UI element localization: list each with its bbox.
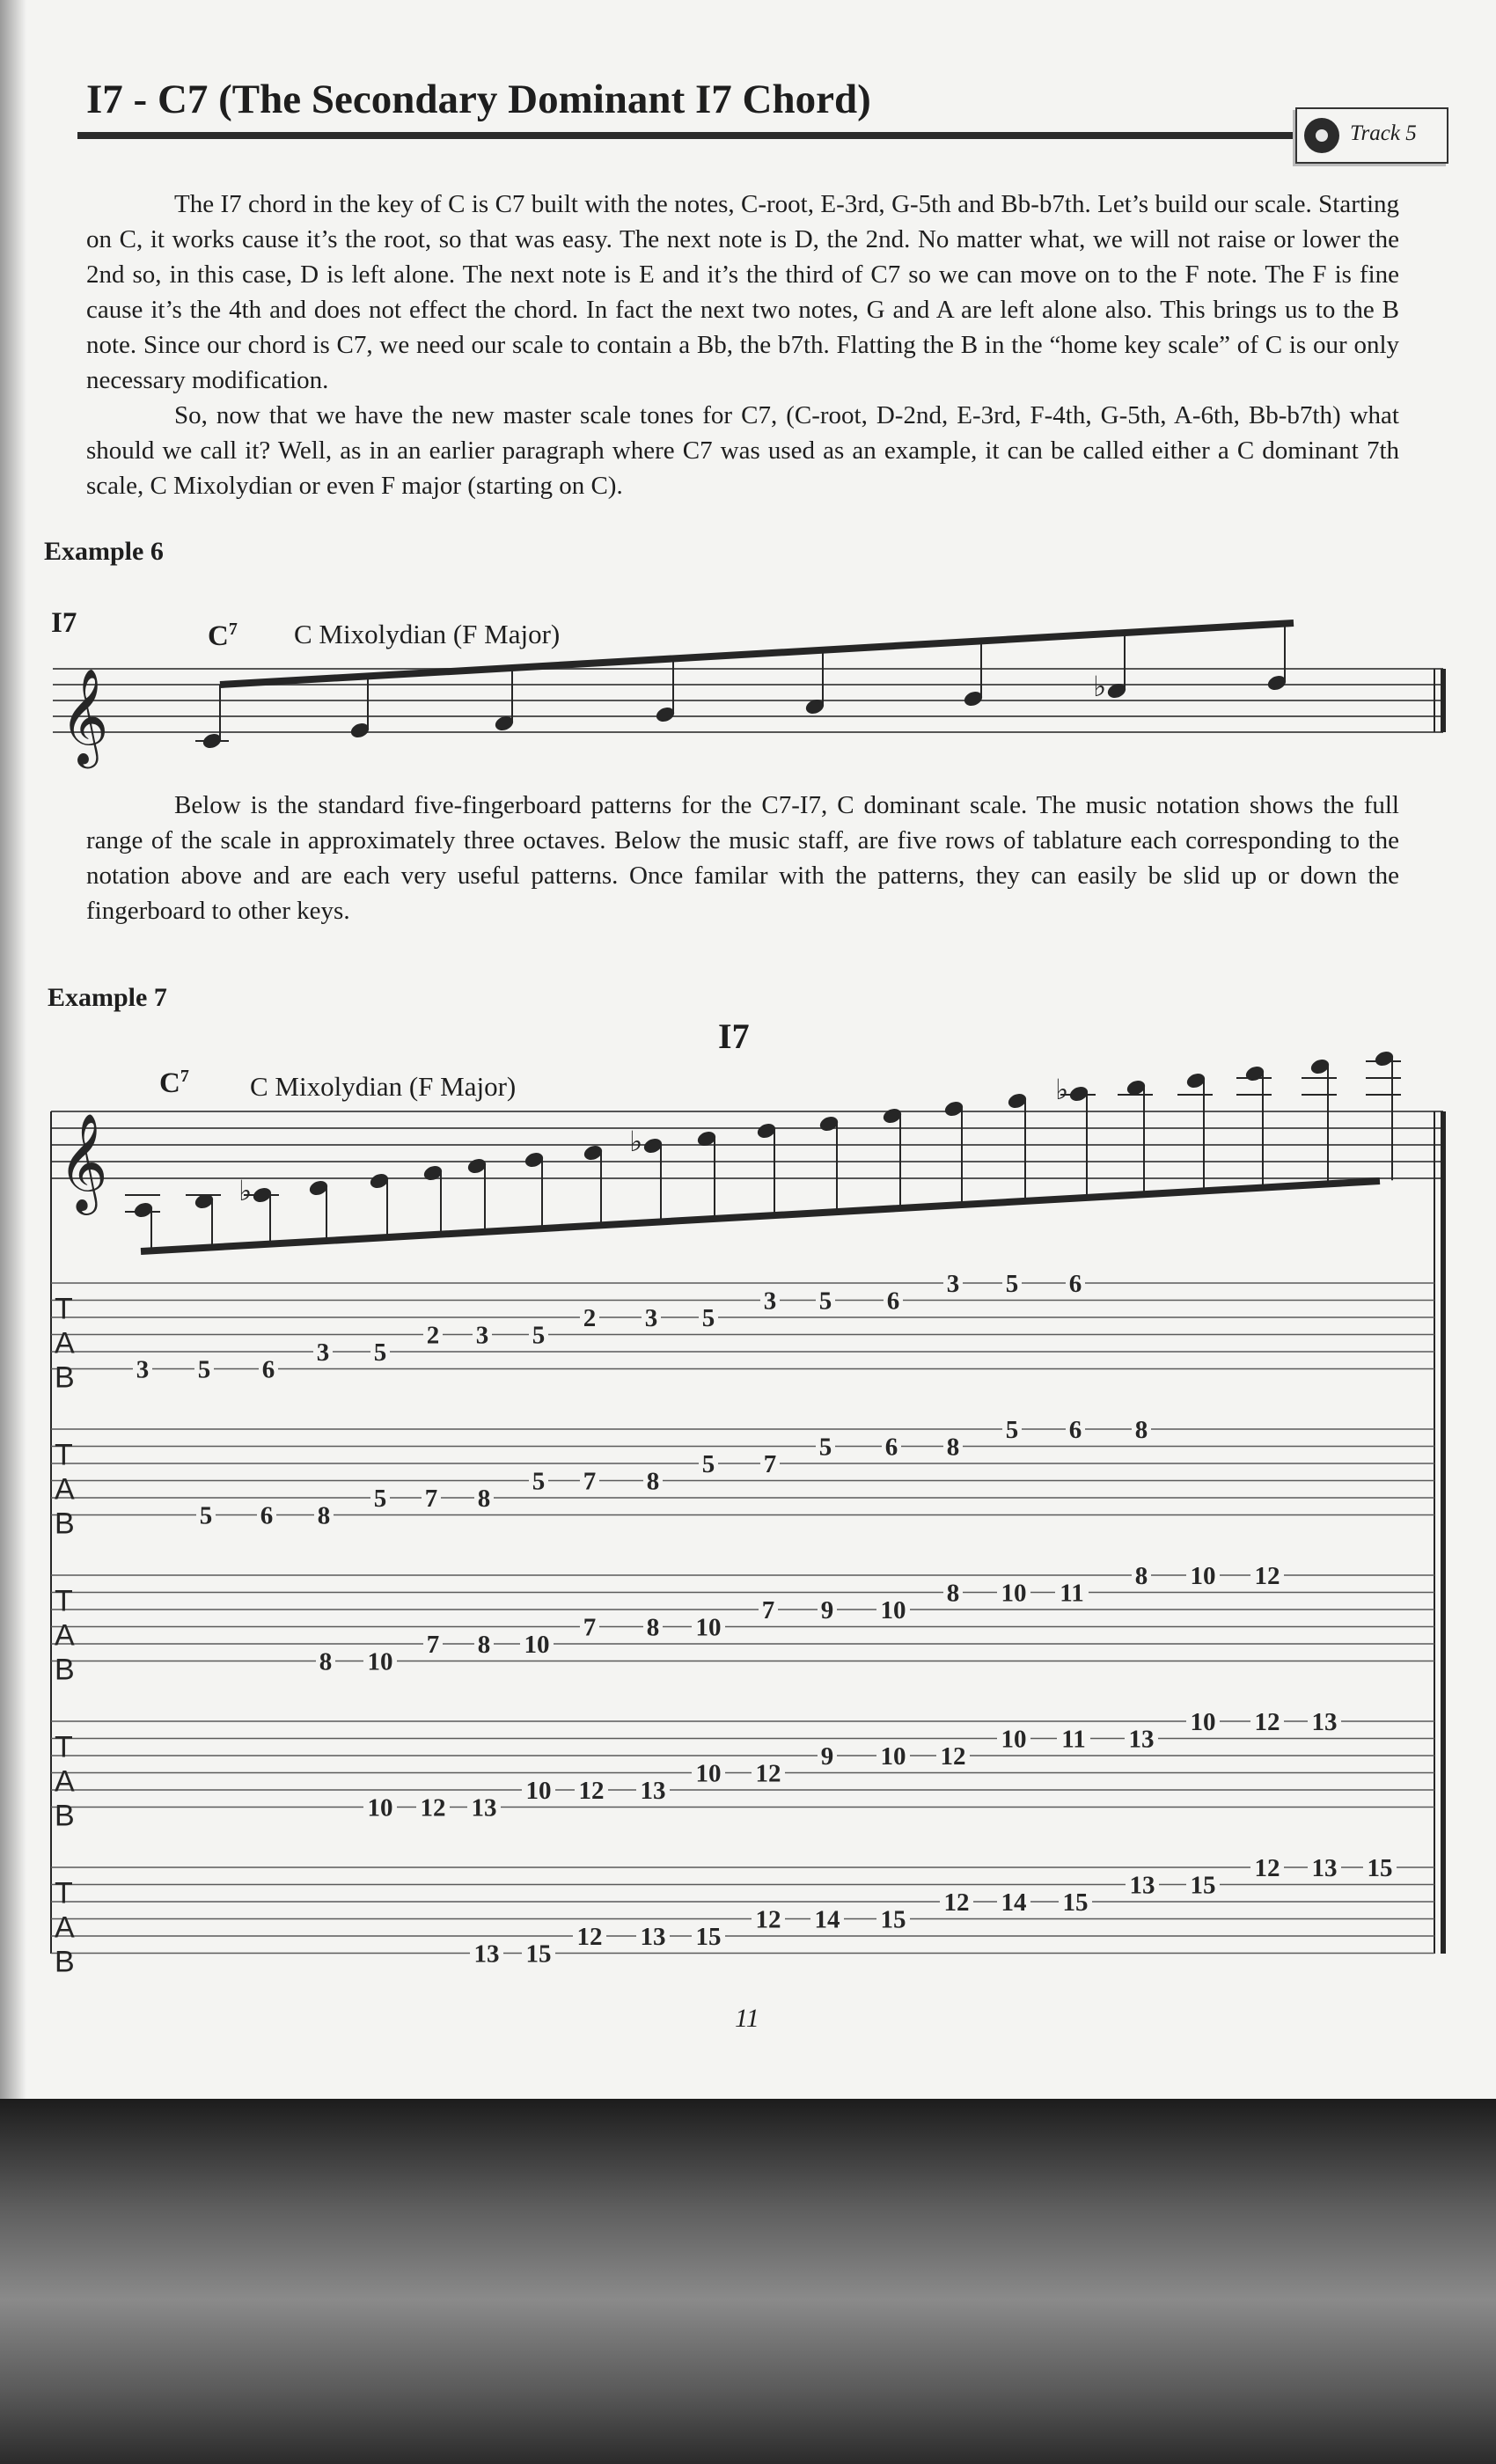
fret-number: 6 (1068, 1416, 1082, 1444)
fret-number: 10 (1190, 1562, 1216, 1590)
fret-number: 9 (820, 1596, 834, 1624)
fret-number: 8 (319, 1647, 333, 1676)
fret-number: 15 (695, 1923, 722, 1951)
fret-number: 5 (532, 1467, 546, 1496)
tab-clef-letter: B (55, 1360, 75, 1395)
fret-number: 13 (473, 1940, 500, 1969)
fret-number: 8 (1134, 1416, 1148, 1444)
fret-number: 13 (640, 1923, 666, 1951)
fret-number: 7 (424, 1485, 438, 1513)
fret-number: 10 (1001, 1579, 1027, 1608)
fret-number: 5 (1005, 1270, 1019, 1298)
fret-number: 8 (646, 1467, 660, 1496)
intro-paragraph-1: The I7 chord in the key of C is C7 built with the notes, C-root, E-3rd, G-5th and Bb-b7th. Let’s build our scale. Starting on C, it works cause it’s the root, so that was easy. The next note is D, the 2nd. No matter what, we will not raise or lower the 2nd so, in this case, D is left alone. The next note is E and it’s the third of C7 so we can move on to the F note. The F is fine cause it’s the 4th and does not effect the chord. In fact the next two notes, G and A are left alone also. This brings us to the B note. Since our chord is C7, we need our scale to contain a Bb, the b7th. Flatting the B in the “home key scale” of C is our only necessary modification. (86, 190, 1399, 394)
tab-clef-letter: T (55, 1876, 73, 1910)
fret-number: 15 (880, 1905, 906, 1934)
fret-number: 12 (578, 1777, 605, 1805)
fret-number: 5 (373, 1338, 387, 1367)
fret-number: 5 (701, 1450, 715, 1478)
tab-clef-letter: T (55, 1584, 73, 1618)
treble-clef-icon: 𝄞 (58, 1112, 108, 1211)
fret-number: 10 (1190, 1708, 1216, 1736)
flat-sign: ♭ (1055, 1073, 1069, 1106)
fret-number: 5 (818, 1287, 832, 1316)
example-7-numeral: I7 (718, 1016, 750, 1056)
example-6-numeral: I7 (51, 607, 77, 639)
fret-number: 13 (471, 1793, 497, 1822)
flat-sign: ♭ (1093, 670, 1107, 703)
fret-number: 12 (576, 1923, 603, 1951)
fret-number: 13 (640, 1777, 666, 1805)
fret-number: 10 (695, 1613, 722, 1642)
fret-number: 13 (1311, 1708, 1338, 1736)
fret-number: 13 (1128, 1725, 1155, 1754)
fret-number: 7 (761, 1596, 775, 1624)
tab-clef-letter: B (55, 1799, 75, 1833)
tab-clef-letter: B (55, 1945, 75, 1979)
fret-number: 10 (695, 1759, 722, 1788)
fret-number: 5 (818, 1433, 832, 1462)
fret-number: 8 (1134, 1562, 1148, 1590)
fret-number: 3 (644, 1304, 658, 1332)
fret-number: 14 (814, 1905, 840, 1934)
example-6-scale-name: C Mixolydian (F Major) (294, 619, 561, 649)
tab-clef-letter: A (55, 1326, 75, 1360)
treble-clef-icon: 𝄞 (60, 669, 109, 765)
fret-number: 11 (1061, 1725, 1086, 1754)
fret-number: 5 (532, 1321, 546, 1350)
flat-sign: ♭ (629, 1125, 643, 1158)
fret-number: 10 (367, 1793, 393, 1822)
fret-number: 13 (1311, 1854, 1338, 1882)
tab-clef-letter: A (55, 1910, 75, 1945)
fret-number: 7 (763, 1450, 777, 1478)
fret-number: 10 (367, 1647, 393, 1676)
page-title: I7 - C7 (The Secondary Dominant I7 Chord) (86, 77, 871, 122)
fret-number: 3 (946, 1270, 960, 1298)
chord-extension: 7 (180, 1067, 189, 1086)
fret-number: 3 (763, 1287, 777, 1316)
fret-number: 12 (1254, 1708, 1280, 1736)
chord-extension: 7 (228, 620, 238, 639)
fret-number: 5 (197, 1355, 211, 1384)
fret-number: 12 (755, 1759, 781, 1788)
fret-number: 12 (1254, 1854, 1280, 1882)
fret-number: 3 (475, 1321, 489, 1350)
tab-clef-letter: B (55, 1507, 75, 1541)
tab-clef-letter: B (55, 1653, 75, 1687)
fret-number: 10 (524, 1631, 550, 1659)
fret-number: 12 (420, 1793, 446, 1822)
fret-number: 8 (646, 1613, 660, 1642)
fret-number: 7 (583, 1613, 597, 1642)
chord-root: C (159, 1067, 180, 1099)
fret-number: 12 (943, 1888, 970, 1917)
fret-number: 6 (1068, 1270, 1082, 1298)
flat-sign: ♭ (238, 1174, 253, 1207)
fret-number: 6 (884, 1433, 898, 1462)
fret-number: 12 (755, 1905, 781, 1934)
fret-number: 10 (880, 1596, 906, 1624)
fret-number: 5 (1005, 1416, 1019, 1444)
fret-number: 10 (525, 1777, 552, 1805)
fret-number: 15 (1367, 1854, 1393, 1882)
track-label: Track 5 (1350, 121, 1417, 145)
final-barline (1441, 1111, 1446, 1954)
fret-number: 5 (373, 1485, 387, 1513)
fret-number: 6 (261, 1355, 275, 1384)
example-6-label: Example 6 (44, 537, 164, 566)
fret-number: 9 (820, 1742, 834, 1771)
fret-number: 12 (940, 1742, 966, 1771)
fret-number: 3 (136, 1355, 150, 1384)
fret-number: 15 (525, 1940, 552, 1969)
scanner-background (0, 2099, 1496, 2464)
fret-number: 14 (1001, 1888, 1027, 1917)
fret-number: 8 (317, 1501, 331, 1530)
tab-clef-letter: A (55, 1618, 75, 1653)
fret-number: 5 (701, 1304, 715, 1332)
fret-number: 15 (1190, 1871, 1216, 1900)
fret-number: 10 (880, 1742, 906, 1771)
fret-number: 12 (1254, 1562, 1280, 1590)
page-number: 11 (735, 2004, 759, 2033)
fret-number: 7 (426, 1631, 440, 1659)
tab-clef-letter: A (55, 1764, 75, 1799)
fret-number: 6 (260, 1501, 274, 1530)
fret-number: 2 (583, 1304, 597, 1332)
fret-number: 8 (477, 1485, 491, 1513)
tab-clef-letter: T (55, 1438, 73, 1472)
tab-clef-letter: T (55, 1730, 73, 1764)
fret-number: 8 (946, 1579, 960, 1608)
fret-number: 3 (316, 1338, 330, 1367)
middle-paragraph: Below is the standard five-fingerboard patterns for the C7-I7, C dominant scale. The music notation shows the full range of the scale in approximately three octaves. Below the music staff, are five rows of tablature each corresponding to the notation above and are each very useful patterns. Once familar with the patterns, they can easily be slid up or down the fingerboard to other keys. (86, 791, 1399, 925)
example-7-scale-name: C Mixolydian (F Major) (250, 1071, 517, 1102)
chord-root: C (208, 620, 229, 652)
tab-clef-letter: T (55, 1292, 73, 1326)
fret-number: 2 (426, 1321, 440, 1350)
tab-clef-letter: A (55, 1472, 75, 1507)
fret-number: 6 (886, 1287, 900, 1316)
fret-number: 13 (1129, 1871, 1155, 1900)
fret-number: 8 (477, 1631, 491, 1659)
example-7-label: Example 7 (48, 983, 167, 1012)
fret-number: 15 (1062, 1888, 1089, 1917)
fret-number: 5 (199, 1501, 213, 1530)
fret-number: 11 (1060, 1579, 1084, 1608)
intro-paragraph-2: So, now that we have the new master scale tones for C7, (C-root, D-2nd, E-3rd, F-4th, G-5th, A-6th, Bb-b7th) what should we call it? Well, as in an earlier paragraph where C7 was used as an example, it can be called either a C dominant 7th scale, C Mixolydian or even F major (starting on C). (86, 401, 1399, 500)
fret-number: 10 (1001, 1725, 1027, 1754)
fret-number: 8 (946, 1433, 960, 1462)
fret-number: 7 (583, 1467, 597, 1496)
